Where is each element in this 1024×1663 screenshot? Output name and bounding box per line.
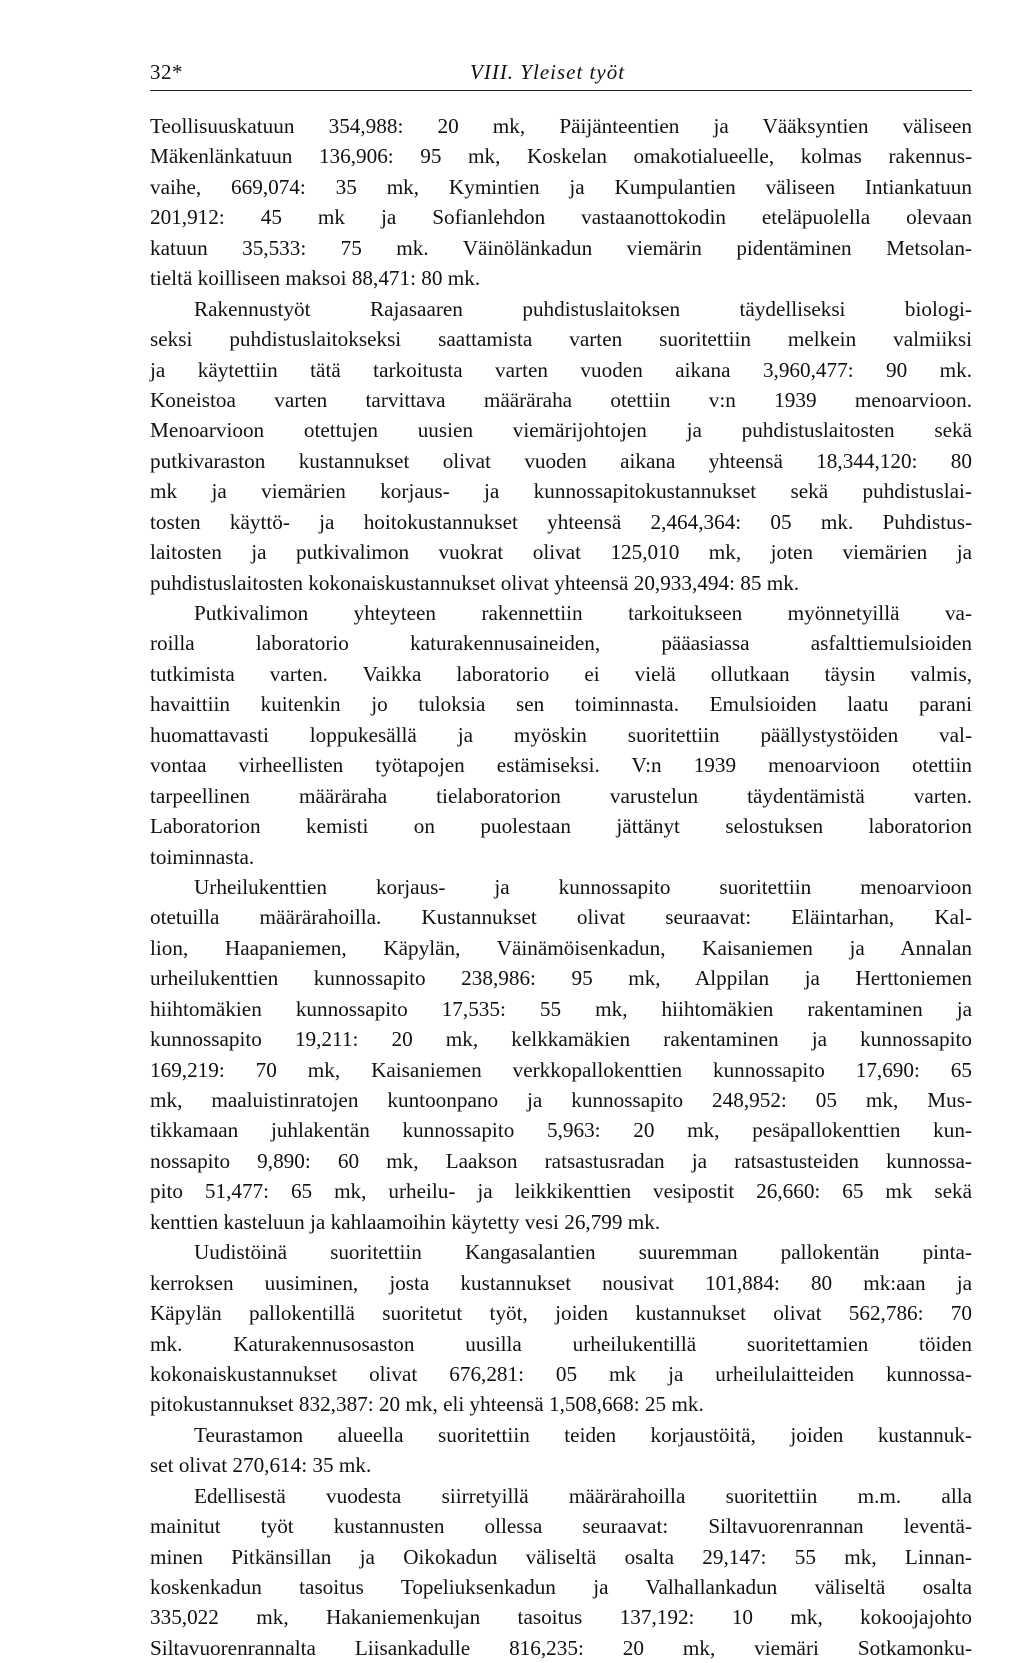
text-line: mk. Katurakennusosaston uusilla urheilukentillä suoritettamien töiden xyxy=(150,1331,972,1356)
text-line: Urheilukenttien korjaus- ja kunnossapito suoritettiin menoarvioon xyxy=(194,874,972,899)
text-line: koskenkadun tasoitus Topeliuksenkadun ja Valhallankadun väliseltä osalta xyxy=(150,1575,972,1599)
text-line: ja käytettiin tätä tarkoitusta varten vuoden aikana 3,960,477: 90 mk. xyxy=(150,357,972,382)
text-line: huomattavasti loppukesällä ja myöskin suoritettiin päällystystöiden val- xyxy=(150,722,972,747)
text-line: vontaa virheellisten työtapojen estämiseksi. V:n 1939 menoarvioon otettiin xyxy=(150,753,972,778)
body-text xyxy=(150,111,972,1663)
text-line: Edellisestä vuodesta siirretyillä määrärahoilla suoritettiin m.m. alla xyxy=(194,1483,972,1508)
text-line: Mäkenlänkatuun 136,906: 95 mk, Koskelan omakotialueelle, kolmas rakennus- xyxy=(150,144,972,169)
text-line: toiminnasta. xyxy=(150,844,255,869)
text-line: pitokustannukset 832,387: 20 mk, eli yhteensä 1,508,668: 25 mk. xyxy=(150,1392,704,1417)
text-line: Menoarvioon otettujen uusien viemärijohtojen ja puhdistuslaitosten sekä xyxy=(150,418,972,443)
page-number: 32* xyxy=(150,60,183,84)
text-line: tieltä koilliseen maksoi 88,471: 80 mk. xyxy=(150,266,481,291)
text-line: kenttien kasteluun ja kahlaamoihin käytetty vesi 26,799 mk. xyxy=(150,1209,661,1234)
text-line: 201,912: 45 mk ja Sofianlehdon vastaanottokodin eteläpuolella olevaan xyxy=(150,205,972,230)
text-line: tosten käyttö- ja hoitokustannukset yhteensä 2,464,364: 05 mk. Puhdistus- xyxy=(150,509,972,534)
text-line: Uudistöinä suoritettiin Kangasalantien suuremman pallokentän pinta- xyxy=(194,1240,972,1265)
section-title: VIII. Yleiset työt xyxy=(470,60,626,84)
text-line: putkivaraston kustannukset olivat vuoden aikana yhteensä 18,344,120: 80 xyxy=(150,448,972,473)
text-line: Teurastamon alueella suoritettiin teiden korjaustöitä, joiden kustannuk- xyxy=(194,1422,972,1447)
text-line: minen Pitkänsillan ja Oikokadun väliseltä osalta 29,147: 55 mk, Linnan- xyxy=(150,1544,972,1569)
text-line: Koneistoa varten tarvittava määräraha otettiin v:n 1939 menoarvioon. xyxy=(150,387,972,412)
text-line: Käpylän pallokentillä suoritetut työt, joiden kustannukset olivat 562,786: 70 xyxy=(150,1301,972,1326)
text-line: lion, Haapaniemen, Käpylän, Väinämöisenkadun, Kaisaniemen ja Annalan xyxy=(150,935,972,960)
text-line: Rakennustyöt Rajasaaren puhdistuslaitoksen täydelliseksi biologi- xyxy=(194,296,972,321)
text-line: puhdistuslaitosten kokonaiskustannukset olivat yhteensä 20,933,494: 85 mk. xyxy=(150,570,800,595)
text-line: vaihe, 669,074: 35 mk, Kymintien ja Kumpulantien väliseen Intiankatuun xyxy=(150,174,972,199)
text-line: mainitut työt kustannusten ollessa seuraavat: Siltavuorenrannan leventä- xyxy=(150,1514,972,1539)
text-line: otetuilla määrärahoilla. Kustannukset olivat seuraavat: Eläintarhan, Kal- xyxy=(150,905,972,930)
text-line: 169,219: 70 mk, Kaisaniemen verkkopallokenttien kunnossapito 17,690: 65 xyxy=(150,1057,972,1082)
text-line: urheilukenttien kunnossapito 238,986: 95 mk, Alppilan ja Herttoniemen xyxy=(150,966,972,991)
text-line: laitosten ja putkivalimon vuokrat olivat 125,010 mk, joten viemärien ja xyxy=(150,540,972,565)
text-line: havaittiin kuitenkin jo tuloksia sen toiminnasta. Emulsioiden laatu parani xyxy=(150,692,972,717)
text-line: nossapito 9,890: 60 mk, Laakson ratsastusradan ja ratsastusteiden kunnossa- xyxy=(150,1148,972,1173)
text-line: hiihtomäkien kunnossapito 17,535: 55 mk, hiihtomäkien rakentaminen ja xyxy=(150,996,972,1021)
text-line: tutkimista varten. Vaikka laboratorio ei vielä ollutkaan täysin valmis, xyxy=(150,661,972,686)
text-line: Teollisuuskatuun 354,988: 20 mk, Päijänteentien ja Vääksyntien väliseen xyxy=(150,114,972,138)
text-line: 335,022 mk, Hakaniemenkujan tasoitus 137,192: 10 mk, kokoojajohto xyxy=(150,1605,972,1630)
text-line: mk, maaluistinratojen kuntoonpano ja kunnossapito 248,952: 05 mk, Mus- xyxy=(150,1088,972,1112)
text-line: katuun 35,533: 75 mk. Väinölänkadun viemärin pidentäminen Metsolan- xyxy=(150,235,972,260)
text-line: Siltavuorenrannalta Liisankadulle 816,235: 20 mk, viemäri Sotkamonku- xyxy=(150,1635,972,1660)
text-line: kunnossapito 19,211: 20 mk, kelkkamäkien rakentaminen ja kunnossapito xyxy=(150,1027,972,1052)
running-header xyxy=(150,60,972,91)
text-line: tarpeellinen määräraha tielaboratorion varustelun täydentämistä varten. xyxy=(150,783,972,808)
text-line: pito 51,477: 65 mk, urheilu- ja leikkikenttien vesipostit 26,660: 65 mk sekä xyxy=(150,1179,972,1204)
text-line: Putkivalimon yhteyteen rakennettiin tarkoitukseen myönnetyillä va- xyxy=(194,601,972,625)
text-line: kokonaiskustannukset olivat 676,281: 05 mk ja urheilulaitteiden kunnossa- xyxy=(150,1361,972,1386)
text-line: Laboratorion kemisti on puolestaan jättänyt selostuksen laboratorion xyxy=(150,814,972,839)
text-line: mk ja viemärien korjaus- ja kunnossapitokustannukset sekä puhdistuslai- xyxy=(150,479,972,504)
text-line: set olivat 270,614: 35 mk. xyxy=(150,1453,372,1478)
text-line: kerroksen uusiminen, josta kustannukset nousivat 101,884: 80 mk:aan ja xyxy=(150,1270,972,1295)
text-line: seksi puhdistuslaitokseksi saattamista varten suoritettiin melkein valmiiksi xyxy=(150,327,972,352)
text-line: tikkamaan juhlakentän kunnossapito 5,963: 20 mk, pesäpallokenttien kun- xyxy=(150,1118,972,1143)
text-line: roilla laboratorio katurakennusaineiden, pääasiassa asfalttiemulsioiden xyxy=(150,631,972,656)
